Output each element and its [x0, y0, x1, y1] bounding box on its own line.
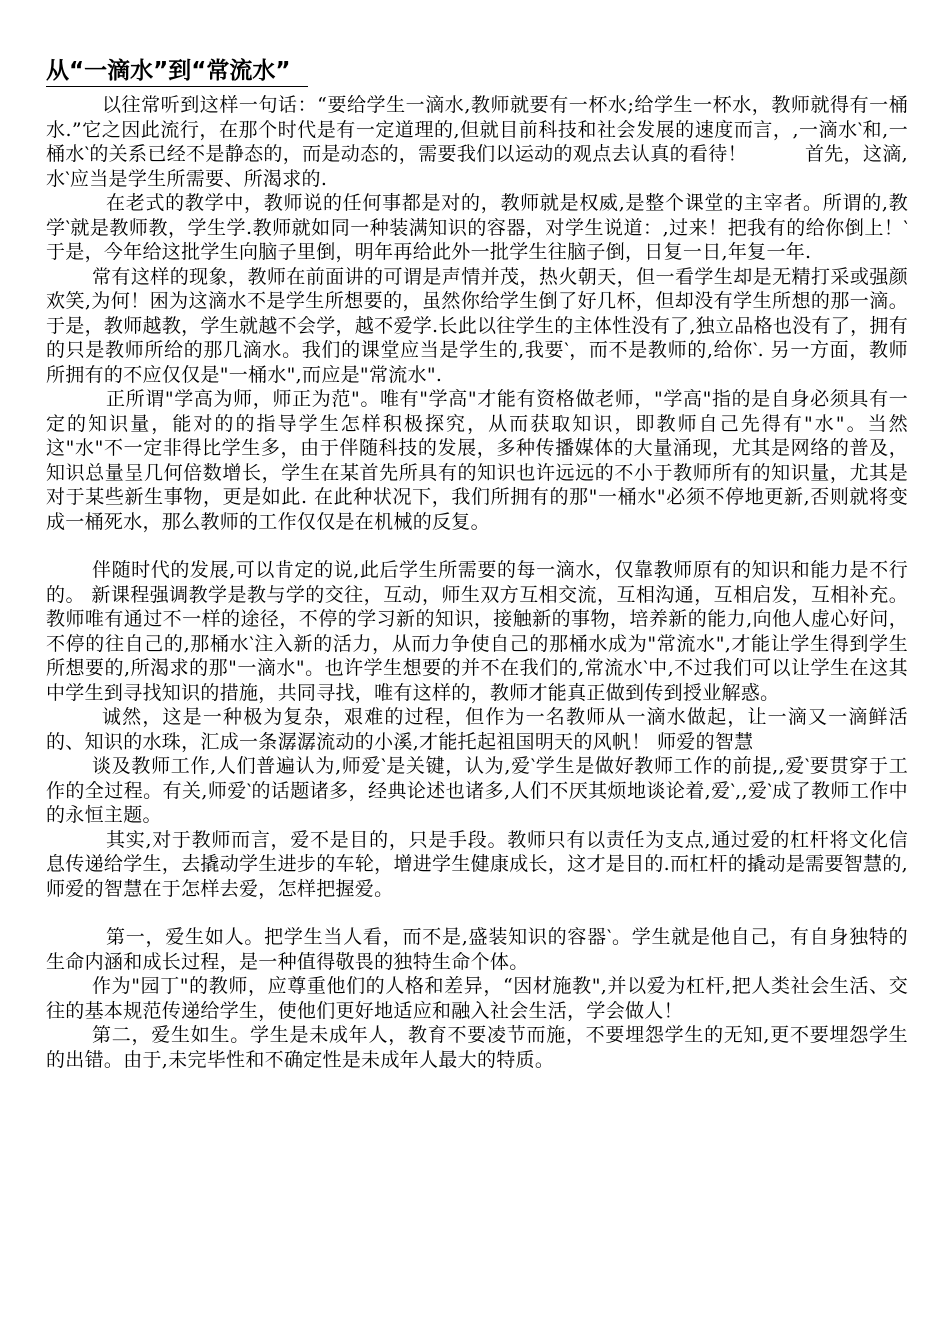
paragraph: 以往常听到这样一句话：“要给学生一滴水,教师就要有一杯水;给学生一杯水，教师就得有一桶水.”它之因此流行，在那个时代是有一定道理的,但就目前科技和社会发展的速度而言，,一滴水‵和,一桶水‵的关系已经不是静态的，而是动态的，需要我们以运动的观点去认真的看待！ 首先，这滴,水‵应当是学生所需要、所渴求的.	[46, 94, 908, 190]
paragraph: 正所谓"学高为师，师正为范"。唯有"学高"才能有资格做老师，"学高"指的是自身必须具有一定的知识量，能对的的指导学生怎样积极探究，从而获取知识，即教师自己先得有"水"。当然这"水"不一定非得比学生多，由于伴随科技的发展，多种传播媒体的大量涌现，尤其是网络的普及，知识总量呈几何倍数增长，学生在某首先所具有的知识也许远远的不小于教师所有的知识量，尤其是对于某些新生事物，更是如此. 在此种状况下，我们所拥有的那"一桶水"必须不停地更新,否则就将变成一桶死水，那么教师的工作仅仅是在机械的反复。	[46, 388, 908, 533]
document-body	[46, 93, 908, 1072]
paragraph-gap	[46, 901, 908, 925]
paragraph: 作为"园丁"的教师，应尊重他们的人格和差异，“因材施教",并以爱为杠杆,把人类社会生活、交往的基本规范传递给学生，使他们更好地适应和融入社会生活，学会做人！	[46, 975, 908, 1022]
document-title: 从“一滴水”到“常流水”	[46, 56, 308, 87]
paragraph-gap	[46, 534, 908, 558]
paragraph: 第一，爱生如人。把学生当人看，而不是,盛装知识的容器‵。学生就是他自己，有自身独特的生命内涵和成长过程，是一种值得敬畏的独特生命个体。	[46, 926, 908, 973]
paragraph: 其实,对于教师而言，爱不是目的，只是手段。教师只有以责任为支点,通过爱的杠杆将文化信息传递给学生，去撬动学生进步的车轮，增进学生健康成长，这才是目的.而杠杆的撬动是需要智慧的,师爱的智慧在于怎样去爱，怎样把握爱。	[46, 828, 908, 900]
paragraph: 谈及教师工作,人们普遍认为,师爱‵是关键，认为,爱‵学生是做好教师工作的前提,,爱‵要贯穿于工作的全过程。有关,师爱‵的话题诸多，经典论述也诸多,人们不厌其烦地谈论着,爱‵,,爱‵成了教师工作中的永恒主题。	[46, 755, 908, 826]
paragraph: 常有这样的现象，教师在前面讲的可谓是声情并茂，热火朝天，但一看学生却是无精打采或强颜欢笑,为何！困为这滴水不是学生所想要的，虽然你给学生倒了好几杯，但却没有学生所想的那一滴。 于是，教师越教，学生就越不会学，越不爱学.长此以往学生的主体性没有了,独立品格也没有了，拥有的只是教师所给的那几滴水。我们的课堂应当是学生的,我要‵，而不是教师的,给你‵. 另一方面，教师所拥有的不应仅仅是"一桶水",而应是"常流水".	[46, 265, 908, 386]
document-page	[46, 56, 908, 1072]
paragraph: 第二，爱生如生。学生是未成年人，教育不要凌节而施，不要埋怨学生的无知,更不要埋怨学生的出错。由于,未完毕性和不确定性是未成年人最大的特质。	[46, 1024, 908, 1071]
paragraph: 在老式的教学中，教师说的任何事都是对的，教师就是权威,是整个课堂的主宰者。所谓的,教学‵就是教师教，学生学.教师就如同一种装满知识的容器，对学生说道：,过来！把我有的给你倒上！‵于是，今年给这批学生向脑子里倒，明年再给此外一批学生往脑子倒，日复一日,年复一年.	[46, 192, 908, 263]
paragraph: 伴随时代的发展,可以肯定的说,此后学生所需要的每一滴水，仅靠教师原有的知识和能力是不行的。 新课程强调教学是教与学的交往，互动，师生双方互相交流，互相沟通，互相启发，互相补充。教师唯有通过不一样的途径，不停的学习新的知识，接触新的事物，培养新的能力,向他人虚心好问，不停的往自己的,那桶水‵注入新的活力，从而力争使自己的那桶水成为"常流水",才能让学生得到学生所想要的,所渴求的那"一滴水"。也许学生想要的并不在我们的,常流水‵中,不过我们可以让学生在这其中学生到寻找知识的措施，共同寻找，唯有这样的，教师才能真正做到传到授业解惑。	[46, 559, 908, 704]
paragraph: 诚然，这是一种极为复杂，艰难的过程，但作为一名教师从一滴水做起，让一滴又一滴鲜活的、知识的水珠，汇成一条潺潺流动的小溪,才能托起祖国明天的风帆！ 师爱的智慧	[46, 706, 908, 753]
